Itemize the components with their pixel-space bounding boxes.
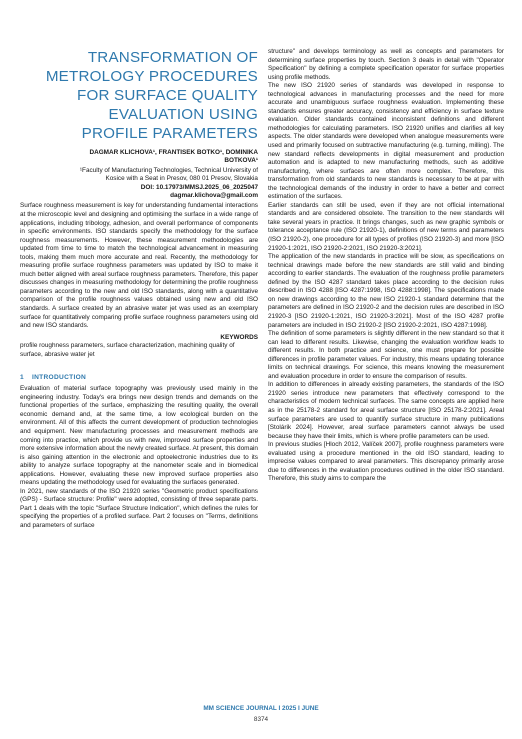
keywords-heading: KEYWORDS [220, 333, 258, 341]
body-paragraph: In addition to differences in already existing parameters, the standards of the ISO 21920 series introduce new parameters that effectively correspond to the characteristics of modern technical surfaces. The same concepts are applied here as in the 25178-2 standard for areal surface structure [ISO 25178-2:2021]. Areal surface parameters are used to quantify surface structure in many publications [Stolárik 2024]. However, areal surface parameters cannot always be used because they have their limits, which is where profile parameters can be used. [268, 381, 504, 440]
title-line: EVALUATION USING [108, 106, 258, 123]
paper-title [20, 48, 258, 143]
keywords: profile roughness parameters, surface characterization, machining quality of surface, abrasive water jet [20, 342, 235, 358]
body-paragraph: structure" and develops terminology as well as concepts and parameters for determining surface properties by touch. Section 3 deals in detail with "Operator Specification" by defining a complete specification operator for surface properties using profile methods. [268, 48, 504, 81]
abstract: Surface roughness measurement is key for understanding fundamental interactions at the microscopic level and designing and optimising the surface in a wide range of applications, including tribology, adhesion, and overall performance of components in specific environments. ISO standards specify the methodology for the surface roughness measurements. However, these measurement methodologies are updated from time to time to match the technological advancement in measuring tools, making them much more accurate and real. Recently, the methodology for measuring profile surface roughness parameters was updated by ISO to make it much better aligned with areal surface roughness parameters. Therefore, this paper discusses changes in measuring methodology for determining the profile roughness parameters according to the new and old ISO standards, along with a quantitative comparison of the profile roughness values obtained using new and old ISO standards. A surface created by an abrasive water jet was used as an exemplary surface for quantitatively comparing profile surface roughness parameters using old and new ISO standards. [20, 202, 258, 330]
title-line: FOR SURFACE QUALITY [76, 87, 258, 104]
right-column [268, 48, 504, 484]
page-footer [0, 705, 522, 724]
intro-paragraph: In 2021, new standards of the ISO 21920 series "Geometric product specifications (GPS) - Surface structure: Profile" were adopted, consisting of three separate parts. Part 1 deals with the topic "Surface Structure Indication", which defines the rules for specifying the properties of a profiled surface. Part 2 focuses on "Terms, definitions and parameters of surface [20, 487, 258, 529]
authors-line: BOTKOVA¹ [224, 157, 258, 165]
section-number: 1 [20, 374, 24, 382]
body-paragraph: The new ISO 21920 series of standards was developed in response to technological advances in manufacturing processes and the need for more accurate and unambiguous surface roughness evaluation. Implementing these standards ensures greater accuracy, consistency and efficiency in surface texture evaluation. Older standards contained inconsistent definitions and different methodologies for calculating parameters. ISO 21920 unifies and clarifies all key aspects. The older standards were developed when analogue measurements were used and primarily focused on subtractive manufacturing (e.g. turning, milling). The new standard reflects developments in digital measurement and production automation and is adapted to new manufacturing methods, such as additive manufacturing, where surfaces are often more complex. Therefore, this transformation from old standards to new standards is necessary to be at par with the technological demands of the industry in order to have a better and correct estimation of the surfaces. [268, 82, 504, 201]
doi: DOI: 10.17973/MMSJ.2025_06_2025047 [140, 183, 258, 191]
section-heading [20, 373, 258, 382]
journal-name: MM SCIENCE JOURNAL I 2025 I JUNE [203, 705, 319, 712]
section-title: INTRODUCTION [31, 374, 87, 382]
title-line: METROLOGY PROCEDURES [45, 68, 258, 85]
body-paragraph: The definition of some parameters is slightly different in the new standard so that it can lead to different results. Likewise, changing the evaluation workflow leads to different results. In both practice and science, one must prepare for possible differences in profile parameter values. For industry, this means updating tolerance limits on technical drawings. For science, this means knowing the measurement and evaluation procedure in order to ensure the comparison of results. [268, 330, 504, 380]
left-column [20, 48, 258, 531]
affiliation-line: ¹Faculty of Manufacturing Technologies, Technical University of [79, 166, 258, 174]
title-line: PROFILE PARAMETERS [81, 125, 258, 142]
author-email[interactable]: dagmar.klichova@gmail.com [170, 192, 258, 200]
affiliation [20, 167, 258, 184]
body-paragraph: Earlier standards can still be used, even if they are not official international standards and are considered obsolete. The transition to the new standards will take several years in practice. It brings changes, such as new graphic symbols or tolerance acceptance rule (ISO 21920-1), definitions of new terms and parameters (ISO 21920-2), one procedure for all types of profiles (ISO 21920-3) and more [ISO 21920-1:2021, ISO 21920-2:2021, ISO 21920-3:2021]. [268, 201, 504, 252]
body-paragraph: The application of the new standards in practice will be slow, as specifications on technical drawings made before the new standards are still valid and binding according to earlier standards. The evaluation of the roughness profile parameters defined by the ISO 4287 standard takes place according to the decision rules described in ISO 4288 [ISO 4287:1998, ISO 4288:1998]. The specifications made on new drawings according to the new ISO 21920-1 standard determine that the parameters are defined in ISO 21920-2 and the decision rules are described in ISO 21920-3 [ISO 21920-1:2021, ISO 21920-3:2021]. Most of the ISO 4287 profile parameters are included in ISO 21920-2 [ISO 21920-2:2021, ISO 4287:1998]. [268, 253, 504, 329]
body-paragraph: In previous studies [Hloch 2012, Valíček 2007], profile roughness parameters were evaluated using a procedure mentioned in the old ISO standard, leading to imprecise values compared to areal parameters. This discrepancy primarily arose due to differences in the evaluation procedures outlined in the older ISO standard. Therefore, this study aims to compare the [268, 441, 504, 483]
intro-paragraph: Evaluation of material surface topography was previously used mainly in the engineering industry. Today's era brings new design trends and demands on the functional properties of the surface, emphasizing the resulting quality, the overall economic demand and, at the same time, a low ecological burden on the environment. All of this affects the current development of production technologies and equipment. New manufacturing processes and measurement methods are coming into practice, which provide us with new, improved surface properties and more extensive information about the newly created surface. At present, this domain is also gaining attention in the electronic and optoelectronic industries due to its ability to analyze surface topography at the nanometer scale and in biomedical applications. However, evaluating these new improved surface properties also means updating the methodology used for evaluating the surfaces generated. [20, 385, 258, 487]
affiliation-line: Kosice with a Seat in Presov, 080 01 Presov, Slovakia [105, 175, 258, 183]
authors [20, 149, 258, 166]
title-line: TRANSFORMATION OF [87, 49, 258, 66]
authors-line: DAGMAR KLICHOVA¹, FRANTISEK BOTKO¹, DOMINIKA [89, 149, 258, 156]
page-number: 8374 [253, 715, 269, 723]
